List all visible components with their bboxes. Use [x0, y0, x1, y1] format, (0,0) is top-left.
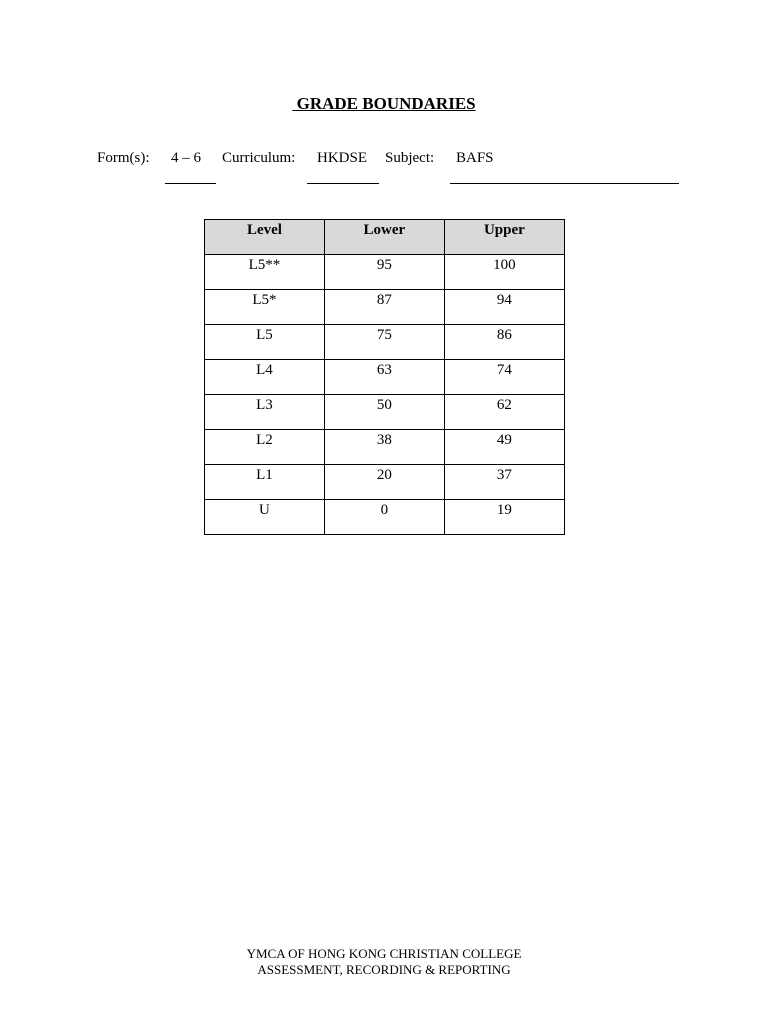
cell-lower: 38: [324, 430, 444, 465]
cell-level: L5*: [205, 290, 325, 325]
cell-level: U: [205, 500, 325, 535]
cell-upper: 62: [444, 395, 564, 430]
table-row: [205, 255, 565, 290]
subject-value: BAFS: [456, 150, 494, 166]
table-row: [205, 500, 565, 535]
column-header-level: Level: [205, 220, 325, 255]
table-row: [205, 360, 565, 395]
subject-underline: [450, 183, 679, 184]
info-row: [0, 150, 768, 190]
cell-lower: 0: [324, 500, 444, 535]
table-row: [205, 325, 565, 360]
cell-upper: 86: [444, 325, 564, 360]
curriculum-label: Curriculum:: [222, 150, 296, 166]
cell-upper: 100: [444, 255, 564, 290]
table-row: [205, 395, 565, 430]
page-footer: [0, 946, 768, 978]
cell-level: L3: [205, 395, 325, 430]
cell-level: L4: [205, 360, 325, 395]
table-row: [205, 290, 565, 325]
table-header-row: [205, 220, 565, 255]
table-row: [205, 430, 565, 465]
cell-level: L5: [205, 325, 325, 360]
cell-lower: 95: [324, 255, 444, 290]
cell-lower: 75: [324, 325, 444, 360]
cell-lower: 50: [324, 395, 444, 430]
cell-lower: 63: [324, 360, 444, 395]
page-title: GRADE BOUNDARIES: [292, 94, 476, 113]
footer-line-institution: YMCA OF HONG KONG CHRISTIAN COLLEGE: [246, 946, 522, 961]
cell-upper: 37: [444, 465, 564, 500]
forms-label: Form(s):: [97, 150, 150, 166]
column-header-lower: Lower: [324, 220, 444, 255]
cell-level: L1: [205, 465, 325, 500]
column-header-upper: Upper: [444, 220, 564, 255]
cell-lower: 20: [324, 465, 444, 500]
footer-line-department: ASSESSMENT, RECORDING & REPORTING: [257, 962, 511, 977]
forms-value: 4 – 6: [171, 150, 201, 166]
table-row: [205, 465, 565, 500]
cell-lower: 87: [324, 290, 444, 325]
cell-upper: 74: [444, 360, 564, 395]
cell-upper: 49: [444, 430, 564, 465]
curriculum-underline: [307, 183, 379, 184]
cell-upper: 19: [444, 500, 564, 535]
grade-boundaries-table: [204, 219, 565, 535]
curriculum-value: HKDSE: [317, 150, 368, 166]
cell-level: L5**: [205, 255, 325, 290]
cell-upper: 94: [444, 290, 564, 325]
subject-label: Subject:: [385, 150, 435, 166]
cell-level: L2: [205, 430, 325, 465]
forms-underline: [165, 183, 216, 184]
